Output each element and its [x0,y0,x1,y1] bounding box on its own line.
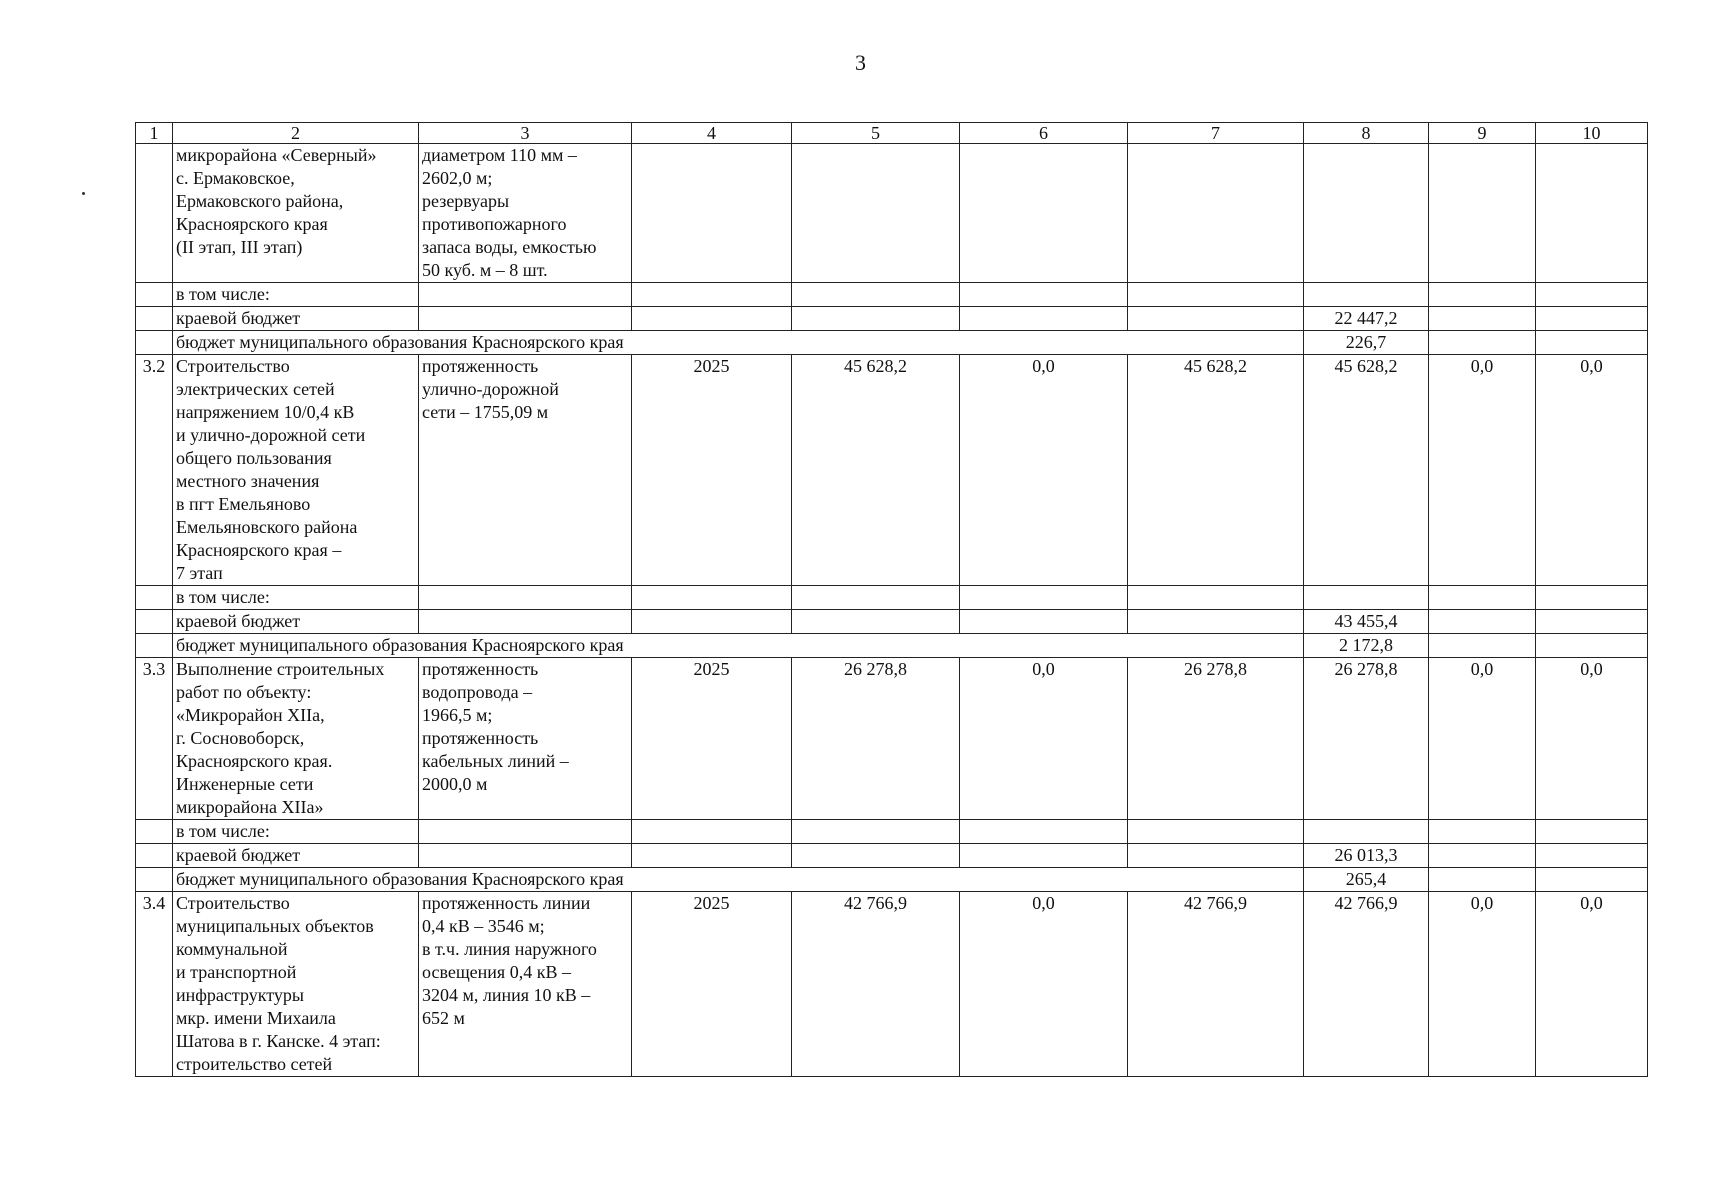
item-col-8: 45 628,2 [1304,355,1429,586]
item-description-line: протяженность линии [422,893,591,913]
item-name-line: строительство сетей [176,1054,333,1074]
table-row-in-that [136,283,1648,307]
empty-cell [1536,844,1648,868]
item-description [419,892,632,1077]
empty-cell [136,586,173,610]
empty-cell [1429,868,1536,892]
col-header-4: 4 [632,123,792,144]
item-name [173,144,419,283]
empty-cell [136,634,173,658]
item-name [173,892,419,1077]
item-description-line: протяженность [422,728,539,748]
col-header-3: 3 [419,123,632,144]
empty-cell [1429,586,1536,610]
empty-cell [419,610,632,634]
empty-cell [792,586,960,610]
empty-cell [1128,610,1304,634]
item-name-line: Красноярского края. [176,751,333,771]
item-description-line: 3204 м, линия 10 кВ – [422,985,591,1005]
item-name-line: и улично-дорожной сети [176,425,366,445]
item-col-10: 0,0 [1536,658,1648,820]
item-col-9 [1429,144,1536,283]
empty-cell [136,820,173,844]
item-number: 3.3 [136,658,173,820]
col-header-8: 8 [1304,123,1429,144]
empty-cell [1429,610,1536,634]
regional-budget-label: краевой бюджет [173,307,419,331]
item-col-10: 0,0 [1536,355,1648,586]
municipal-budget-value: 2 172,8 [1304,634,1429,658]
empty-cell [792,844,960,868]
empty-cell [792,283,960,307]
col-header-10: 10 [1536,123,1648,144]
item-name-line: Строительство [176,893,290,913]
item-name-line: Выполнение строительных [176,659,385,679]
col-header-6: 6 [960,123,1128,144]
empty-cell [419,586,632,610]
empty-cell [1128,307,1304,331]
item-description-line: диаметром 110 мм – [422,145,577,165]
item-description-line: улично-дорожной [422,379,559,399]
table-row-regional-budget [136,610,1648,634]
empty-cell [1536,307,1648,331]
item-description-line: протяженность [422,659,539,679]
table-row-item [136,144,1648,283]
table-row-municipal-budget [136,634,1648,658]
empty-cell [1536,820,1648,844]
empty-cell [136,307,173,331]
scan-dot [82,192,85,195]
item-description-line: сети – 1755,09 м [422,402,549,422]
item-description [419,355,632,586]
item-description-line: 2000,0 м [422,774,488,794]
item-name-line: микрорайона XIIa» [176,797,324,817]
item-description-line: 0,4 кВ – 3546 м; [422,916,545,936]
empty-cell [792,307,960,331]
empty-cell [632,283,792,307]
item-name-line: в пгт Емельяново [176,494,311,514]
item-col-9: 0,0 [1429,355,1536,586]
empty-cell [1128,820,1304,844]
item-name-line: и транспортной [176,962,297,982]
municipal-budget-label: бюджет муниципального образования Красноярского края [173,331,1304,355]
table-row-item [136,658,1648,820]
empty-cell [1128,844,1304,868]
page-number: 3 [855,50,866,75]
table-row-municipal-budget [136,331,1648,355]
municipal-budget-label: бюджет муниципального образования Красноярского края [173,868,1304,892]
item-description-line: в т.ч. линия наружного [422,939,597,959]
item-name-line: Шатова в г. Канске. 4 этап: [176,1031,381,1051]
table-row-regional-budget [136,307,1648,331]
item-col-8: 42 766,9 [1304,892,1429,1077]
municipal-budget-value: 226,7 [1304,331,1429,355]
item-col-7: 42 766,9 [1128,892,1304,1077]
empty-cell [1429,844,1536,868]
item-name-line: инфраструктуры [176,985,304,1005]
empty-cell [960,820,1128,844]
municipal-budget-value: 265,4 [1304,868,1429,892]
item-number: 3.4 [136,892,173,1077]
empty-cell [792,610,960,634]
empty-cell [960,610,1128,634]
item-name-line: работ по объекту: [176,682,312,702]
item-name-line: Ермаковского района, [176,191,344,211]
item-name-line: коммунальной [176,939,288,959]
in-that-label: в том числе: [173,820,419,844]
empty-cell [419,283,632,307]
empty-cell [1536,634,1648,658]
item-name-line: местного значения [176,471,320,491]
item-col-5: 45 628,2 [792,355,960,586]
item-col-8 [1304,144,1429,283]
item-description-line: кабельных линий – [422,751,569,771]
empty-cell [136,844,173,868]
item-name-line: (II этап, III этап) [176,237,303,257]
regional-budget-value: 22 447,2 [1304,307,1429,331]
item-name-line: 7 этап [176,563,223,583]
item-name-line: общего пользования [176,448,332,468]
regional-budget-value: 26 013,3 [1304,844,1429,868]
item-year: 2025 [632,355,792,586]
empty-cell [136,868,173,892]
in-that-label: в том числе: [173,586,419,610]
empty-cell [1128,283,1304,307]
item-year: 2025 [632,892,792,1077]
item-name-line: Строительство [176,356,290,376]
table-row-regional-budget [136,844,1648,868]
item-name-line: «Микрорайон XIIa, [176,705,325,725]
item-name-line: микрорайона «Северный» [176,145,377,165]
item-description-line: освещения 0,4 кВ – [422,962,571,982]
item-col-6: 0,0 [960,658,1128,820]
empty-cell [960,283,1128,307]
table-row-item [136,355,1648,586]
empty-cell [960,586,1128,610]
item-name-line: электрических сетей [176,379,335,399]
item-year: 2025 [632,658,792,820]
item-col-5 [792,144,960,283]
empty-cell [419,820,632,844]
item-col-6: 0,0 [960,355,1128,586]
item-col-10 [1536,144,1648,283]
table-body [136,144,1648,1077]
empty-cell [1429,820,1536,844]
item-number: 3.2 [136,355,173,586]
item-description-line: протяженность [422,356,539,376]
item-name-line: г. Сосновоборск, [176,728,305,748]
item-description-line: 50 куб. м – 8 шт. [422,260,548,280]
empty-cell [136,610,173,634]
empty-cell [1304,820,1429,844]
item-name [173,658,419,820]
item-description-line: запаса воды, емкостью [422,237,597,257]
item-col-6: 0,0 [960,892,1128,1077]
empty-cell [1429,331,1536,355]
empty-cell [136,331,173,355]
in-that-label: в том числе: [173,283,419,307]
item-description-line: противопожарного [422,214,567,234]
item-col-5: 42 766,9 [792,892,960,1077]
item-description-line: 2602,0 м; [422,168,493,188]
regional-budget-label: краевой бюджет [173,844,419,868]
empty-cell [1536,868,1648,892]
item-col-9: 0,0 [1429,892,1536,1077]
empty-cell [1304,586,1429,610]
table-row-item [136,892,1648,1077]
item-col-7: 45 628,2 [1128,355,1304,586]
empty-cell [1536,331,1648,355]
item-name-line: мкр. имени Михаила [176,1008,336,1028]
col-header-2: 2 [173,123,419,144]
empty-cell [1536,610,1648,634]
col-header-9: 9 [1429,123,1536,144]
budget-table [135,122,1648,1077]
empty-cell [792,820,960,844]
item-name [173,355,419,586]
empty-cell [632,610,792,634]
item-name-line: муниципальных объектов [176,916,374,936]
item-name-line: Емельяновского района [176,517,358,537]
empty-cell [136,283,173,307]
empty-cell [1128,586,1304,610]
header-row [136,123,1648,144]
table-row-municipal-budget [136,868,1648,892]
empty-cell [1304,283,1429,307]
empty-cell [419,844,632,868]
col-header-1: 1 [136,123,173,144]
item-year [632,144,792,283]
item-col-6 [960,144,1128,283]
empty-cell [632,307,792,331]
item-col-10: 0,0 [1536,892,1648,1077]
empty-cell [632,844,792,868]
item-name-line: Инженерные сети [176,774,314,794]
item-col-9: 0,0 [1429,658,1536,820]
empty-cell [960,844,1128,868]
item-col-7 [1128,144,1304,283]
col-header-7: 7 [1128,123,1304,144]
item-description-line: водопровода – [422,682,533,702]
empty-cell [419,307,632,331]
item-col-8: 26 278,8 [1304,658,1429,820]
table-row-in-that [136,820,1648,844]
col-header-5: 5 [792,123,960,144]
empty-cell [1536,586,1648,610]
item-name-line: с. Ермаковское, [176,168,295,188]
municipal-budget-label: бюджет муниципального образования Красноярского края [173,634,1304,658]
item-name-line: Красноярского края [176,214,328,234]
item-description [419,658,632,820]
empty-cell [632,820,792,844]
regional-budget-label: краевой бюджет [173,610,419,634]
item-number [136,144,173,283]
empty-cell [1429,634,1536,658]
item-name-line: напряжением 10/0,4 кВ [176,402,355,422]
item-description-line: 652 м [422,1008,465,1028]
regional-budget-value: 43 455,4 [1304,610,1429,634]
item-description-line: резервуары [422,191,510,211]
item-col-7: 26 278,8 [1128,658,1304,820]
empty-cell [632,586,792,610]
table-row-in-that [136,586,1648,610]
empty-cell [1429,283,1536,307]
item-description [419,144,632,283]
empty-cell [1536,283,1648,307]
item-name-line: Красноярского края – [176,540,342,560]
item-description-line: 1966,5 м; [422,705,493,725]
empty-cell [960,307,1128,331]
item-col-5: 26 278,8 [792,658,960,820]
empty-cell [1429,307,1536,331]
